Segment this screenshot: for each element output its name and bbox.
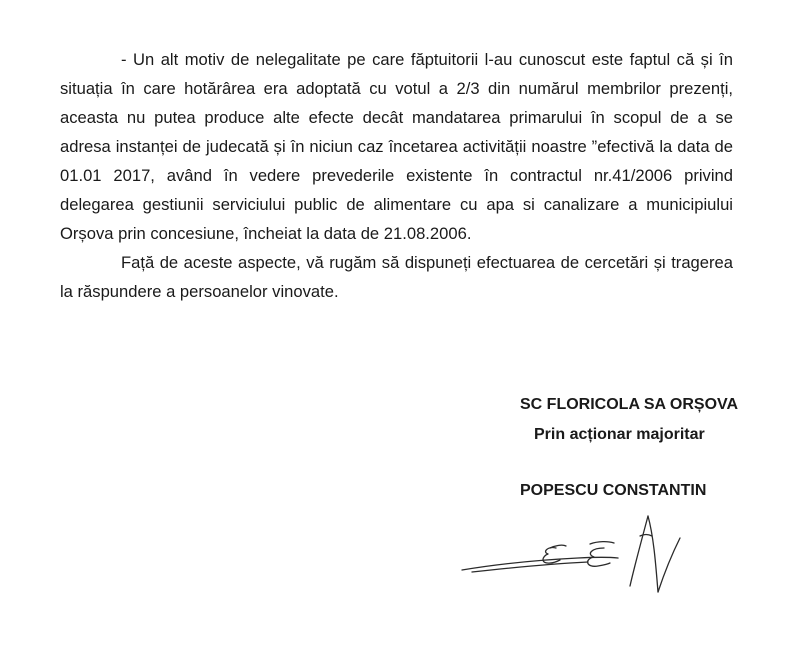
signature-stroke-e2-top — [590, 542, 614, 544]
handwritten-signature — [458, 508, 708, 600]
signature-stroke-sweep — [462, 557, 618, 570]
signature-stroke-n-right — [658, 538, 680, 592]
signature-stroke-e1-top — [550, 545, 566, 548]
signatory-role: Prin acționar majoritar — [534, 426, 705, 443]
paragraph-illegality-motive: - Un alt motiv de nelegalitate pe care făptuitorii l-au cunoscut este faptul că și în situația în care hotărârea era adoptată cu votul a 2/3 din numărul membrilor prezenți, aceasta nu putea produce alte efecte decât mandatarea primarului în scopul de a se adresa instanței de judecată și în niciun caz încetarea activității noastre ”efectivă la data de 01.01 2017, având în vedere prevederile existente în contractul nr.41/2006 privind delegarea gestiunii serviciului public de alimentare cu apa si canalizare a municipiului Orșova prin concesiune, încheiat la data de 21.08.2006. — [60, 50, 733, 243]
paragraph-request: Față de aceste aspecte, vă rugăm să dispuneți efectuarea de cercetări și tragerea la răspundere a persoanelor vinovate. — [60, 253, 733, 301]
signature-stroke-sweep-lower — [472, 562, 588, 572]
signature-stroke-n-left — [630, 516, 648, 586]
signature-stroke-e1 — [543, 548, 560, 563]
signatory-name: POPESCU CONSTANTIN — [520, 482, 707, 499]
document-body — [60, 45, 733, 306]
signature-stroke-n-diag — [648, 516, 658, 592]
company-name: SC FLORICOLA SA ORȘOVA — [520, 396, 739, 413]
signature-stroke-n-cross — [640, 535, 652, 537]
